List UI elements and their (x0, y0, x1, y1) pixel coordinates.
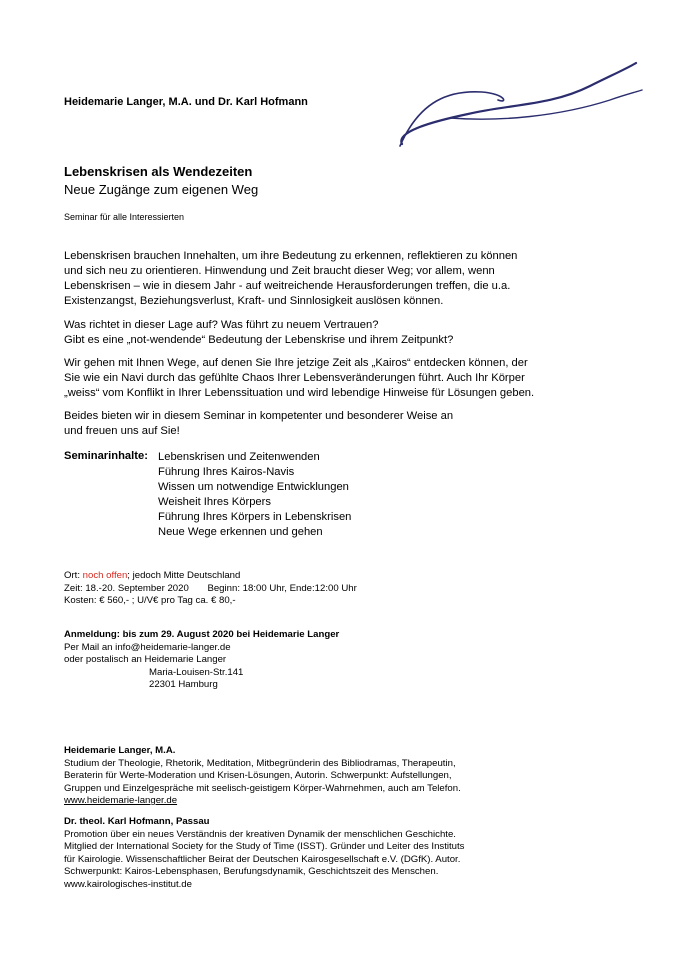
registration-email-line[interactable]: Per Mail an info@heidemarie-langer.de (64, 641, 231, 653)
website-link[interactable]: www.kairologisches-institut.de (64, 878, 192, 890)
event-details (64, 570, 357, 608)
bio-line: Mitglied der International Society for the Study of Time (ISST). Gründer und Leiter des Instituts (64, 841, 465, 852)
address-city: 22301 Hamburg (149, 679, 218, 690)
bio-name: Heidemarie Langer, M.A. (64, 745, 176, 756)
list-item: Neue Wege erkennen und gehen (158, 526, 323, 538)
cost-line: Kosten: € 560,- ; U/V€ pro Tag ca. € 80,- (64, 595, 236, 606)
bio-hofmann (64, 816, 464, 891)
bio-langer (64, 745, 461, 808)
text-line: „weiss“ vom Konflikt in Ihrer Lebenssituation und wird lebendige Hinweise für Lösungen geben. (64, 387, 535, 399)
bio-line: Gruppen und Einzelgespräche mit seelisch-geistigem Körper-Wahrnehmen, auch am Telefon. (64, 782, 461, 794)
page-subtitle: Neue Zugänge zum eigenen Weg (64, 182, 259, 197)
website-link[interactable]: www.heidemarie-langer.de (64, 795, 178, 806)
location-label: Ort: (64, 570, 83, 581)
approach-paragraph (64, 356, 534, 401)
bio-line: Studium der Theologie, Rhetorik, Meditation, Mitbegründerin des Bibliodramas, Therapeutin, (64, 757, 456, 769)
text-line: Wir gehen mit Ihnen Wege, auf denen Sie Ihre jetzige Zeit als „Kairos“ entdecken können, der (64, 357, 528, 369)
bio-line: Schwerpunkt: Kairos-Lebensphasen, Berufungsdynamik, Geschichtszeit des Menschen. (64, 866, 439, 877)
bio-name: Dr. theol. Karl Hofmann, Passau (64, 816, 210, 827)
location-note: ; jedoch Mitte Deutschland (127, 570, 241, 581)
registration-heading: Anmeldung: bis zum 29. August 2020 bei Heidemarie Langer (64, 629, 340, 640)
audience-note: Seminar für alle Interessierten (64, 212, 185, 222)
seminar-contents-label: Seminarinhalte: (64, 450, 148, 462)
list-item: Wissen um notwendige Entwicklungen (158, 481, 349, 493)
bio-line: Promotion über ein neues Verständnis der kreativen Dynamik der menschlichen Geschichte. (64, 828, 456, 840)
text-line: Lebenskrisen brauchen Innehalten, um ihre Bedeutung zu erkennen, reflektieren zu können (64, 250, 518, 262)
authors-heading: Heidemarie Langer, M.A. und Dr. Karl Hofmann (64, 96, 308, 108)
text-line: und freuen uns auf Sie! (64, 425, 180, 437)
bio-line: Beraterin für Werte-Moderation und Krisen-Lösungen, Autorin. Schwerpunkt: Aufstellungen, (64, 770, 452, 781)
location-status: noch offen (82, 570, 128, 581)
text-line: Gibt es eine „not-wendende“ Bedeutung der Lebenskrise und ihrem Zeitpunkt? (64, 334, 454, 346)
text-line: und sich neu zu orientieren. Hinwendung und Zeit braucht dieser Weg; vor allem, wenn (64, 265, 495, 277)
seminar-contents-list (158, 450, 351, 540)
closing-paragraph (64, 409, 453, 439)
registration-postal-line: oder postalisch an Heidemarie Langer (64, 654, 227, 665)
registration-block (64, 629, 339, 692)
intro-paragraph (64, 249, 517, 309)
text-line: Existenzangst, Beziehungsverlust, Kraft- und Sinnlosigkeit auslösen können. (64, 295, 444, 307)
list-item: Lebenskrisen und Zeitenwenden (158, 451, 320, 463)
list-item: Führung Ihres Kairos-Navis (158, 466, 295, 478)
address-street: Maria-Louisen-Str.141 (149, 666, 244, 678)
bio-line: für Kairologie. Wissenschaftlicher Beirat der Deutschen Kairosgesellschaft e.V. (DGfK). Autor. (64, 853, 461, 865)
time-line: Zeit: 18.-20. September 2020 Beginn: 18:00 Uhr, Ende:12:00 Uhr (64, 582, 357, 594)
page-title: Lebenskrisen als Wendezeiten (64, 164, 253, 179)
location-line (64, 570, 357, 583)
questions-paragraph (64, 318, 453, 348)
text-line: Beides bieten wir in diesem Seminar in kompetenter und besonderer Weise an (64, 410, 454, 422)
text-line: Sie wie ein Navi durch das gefühlte Chaos Ihrer Lebensveränderungen führt. Auch Ihr Körper (64, 372, 525, 384)
list-item: Weisheit Ihres Körpers (158, 496, 271, 508)
text-line: Was richtet in dieser Lage auf? Was führt zu neuem Vertrauen? (64, 319, 379, 331)
text-line: Lebenskrisen – wie in diesem Jahr - auf weitreichende Herausforderungen treffen, die u.a. (64, 280, 511, 292)
list-item: Führung Ihres Körpers in Lebenskrisen (158, 511, 352, 523)
signature-swoosh-logo (390, 60, 650, 150)
